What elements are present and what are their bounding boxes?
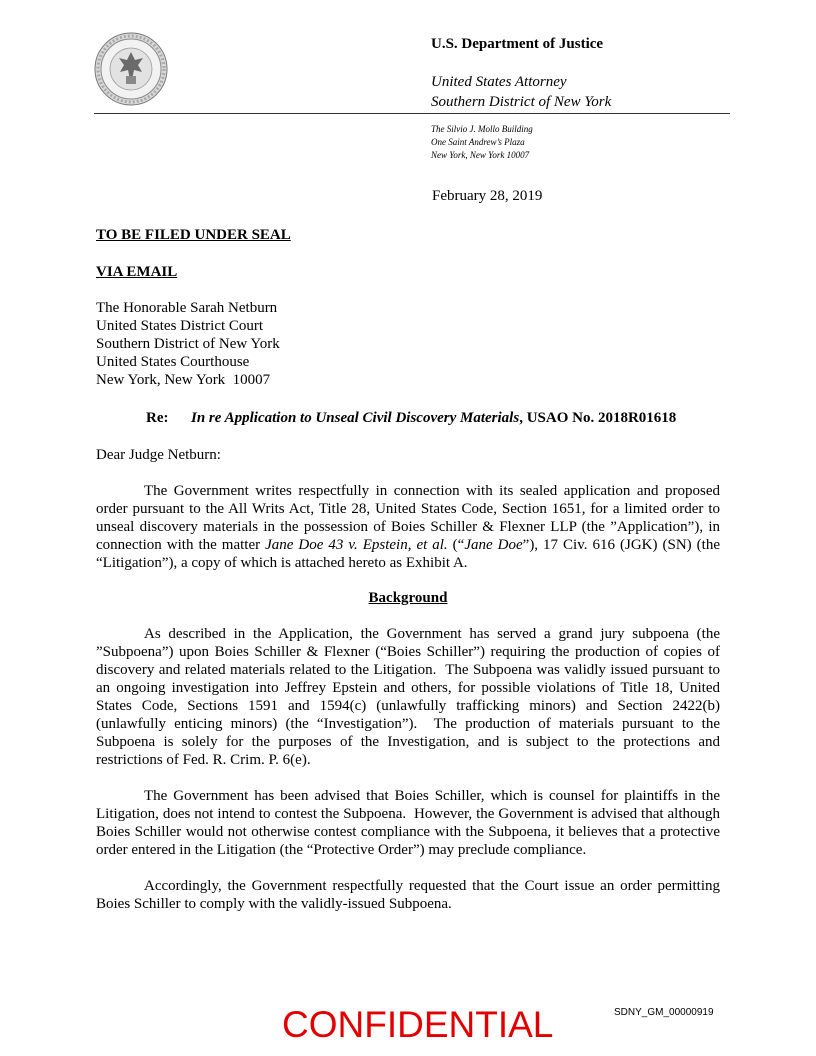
body-paragraph — [96, 877, 720, 913]
short-name-italic: Jane Doe — [464, 537, 523, 553]
seal-notice: TO BE FILED UNDER SEAL — [96, 227, 291, 243]
recipient-address — [96, 299, 280, 389]
address-line: The Silvio J. Mollo Building — [431, 124, 533, 134]
intro-text-1: The Government writes respectfully in connection with its sealed application and proposed order pursuant to the All Writs Act, Title 28, United States Code, Section 1651, for a limited order to unseal discovery materials in the possession of Boies Schiller & Flexner LLP (the ”Application”), in connection with the matter — [96, 483, 720, 553]
recipient-line: The Honorable Sarah Netburn — [96, 300, 278, 316]
office-line-1: United States Attorney — [431, 74, 567, 90]
paragraph-text: The Government has been advised that Boies Schiller, which is counsel for plaintiffs in the Litigation, does not intend to contest the Subpoena. However, the Government is advised that although Boies Schiller would not otherwise contest compliance with the Subpoena, it believes that a protective order entered in the Litigation (the “Protective Order”) may preclude compliance. — [96, 788, 720, 858]
case-name-italic: Jane Doe 43 v. Epstein, et al. — [265, 537, 448, 553]
recipient-line: United States Courthouse — [96, 354, 250, 370]
delivery-method: VIA EMAIL — [96, 264, 178, 280]
bates-number: SDNY_GM_00000919 — [614, 1007, 714, 1018]
doj-seal-icon — [94, 32, 168, 106]
body-paragraph — [96, 787, 720, 859]
paragraph-text: As described in the Application, the Government has served a grand jury subpoena (the ”Subpoena”) upon Boies Schiller & Flexner (“Boies Schiller”) requiring the production of copies of discovery and related materials related to the Litigation. The Subpoena was validly issued pursuant to an ongoing investigation into Jeffrey Epstein and others, for possible violations of Title 18, United States Code, Sections 1591 and 1594(c) (unlawfully trafficking minors) and Section 2422(b) (unlawfully enticing minors) (the “Investigation”). The production of materials pursuant to the Subpoena is solely for the purposes of the Investigation, and is subject to the protections and restrictions of Fed. R. Crim. P. 6(e). — [96, 626, 720, 768]
case-title: In re Application to Unseal Civil Discovery Materials — [191, 410, 520, 426]
recipient-line: New York, New York 10007 — [96, 372, 271, 388]
re-line — [146, 410, 676, 427]
recipient-line: United States District Court — [96, 318, 264, 334]
background-heading: Background — [368, 590, 448, 606]
re-label: Re: — [146, 410, 169, 426]
address-line: New York, New York 10007 — [431, 150, 530, 160]
salutation: Dear Judge Netburn: — [96, 447, 221, 463]
letter-date: February 28, 2019 — [432, 188, 543, 204]
body-paragraph — [96, 625, 720, 769]
case-number: , USAO No. 2018R01618 — [519, 410, 677, 426]
office-name — [431, 72, 611, 112]
office-line-2: Southern District of New York — [431, 94, 612, 110]
department-name: U.S. Department of Justice — [431, 36, 604, 52]
paragraph-text: Accordingly, the Government respectfully requested that the Court issue an order permitting Boies Schiller to comply with the validly-issued Subpoena. — [96, 878, 720, 912]
intro-text-2: (“ — [447, 537, 465, 553]
confidential-stamp: CONFIDENTIAL — [282, 1004, 554, 1045]
office-address — [431, 123, 533, 162]
letterhead-divider — [94, 113, 730, 114]
intro-text-3: ”), 17 Civ. 616 (JGK) (SN) (the “Litigation”), a copy of which is attached hereto as Exhibit A. — [96, 537, 720, 571]
recipient-line: Southern District of New York — [96, 336, 280, 352]
address-line: One Saint Andrew’s Plaza — [431, 137, 525, 147]
intro-paragraph — [96, 482, 720, 572]
